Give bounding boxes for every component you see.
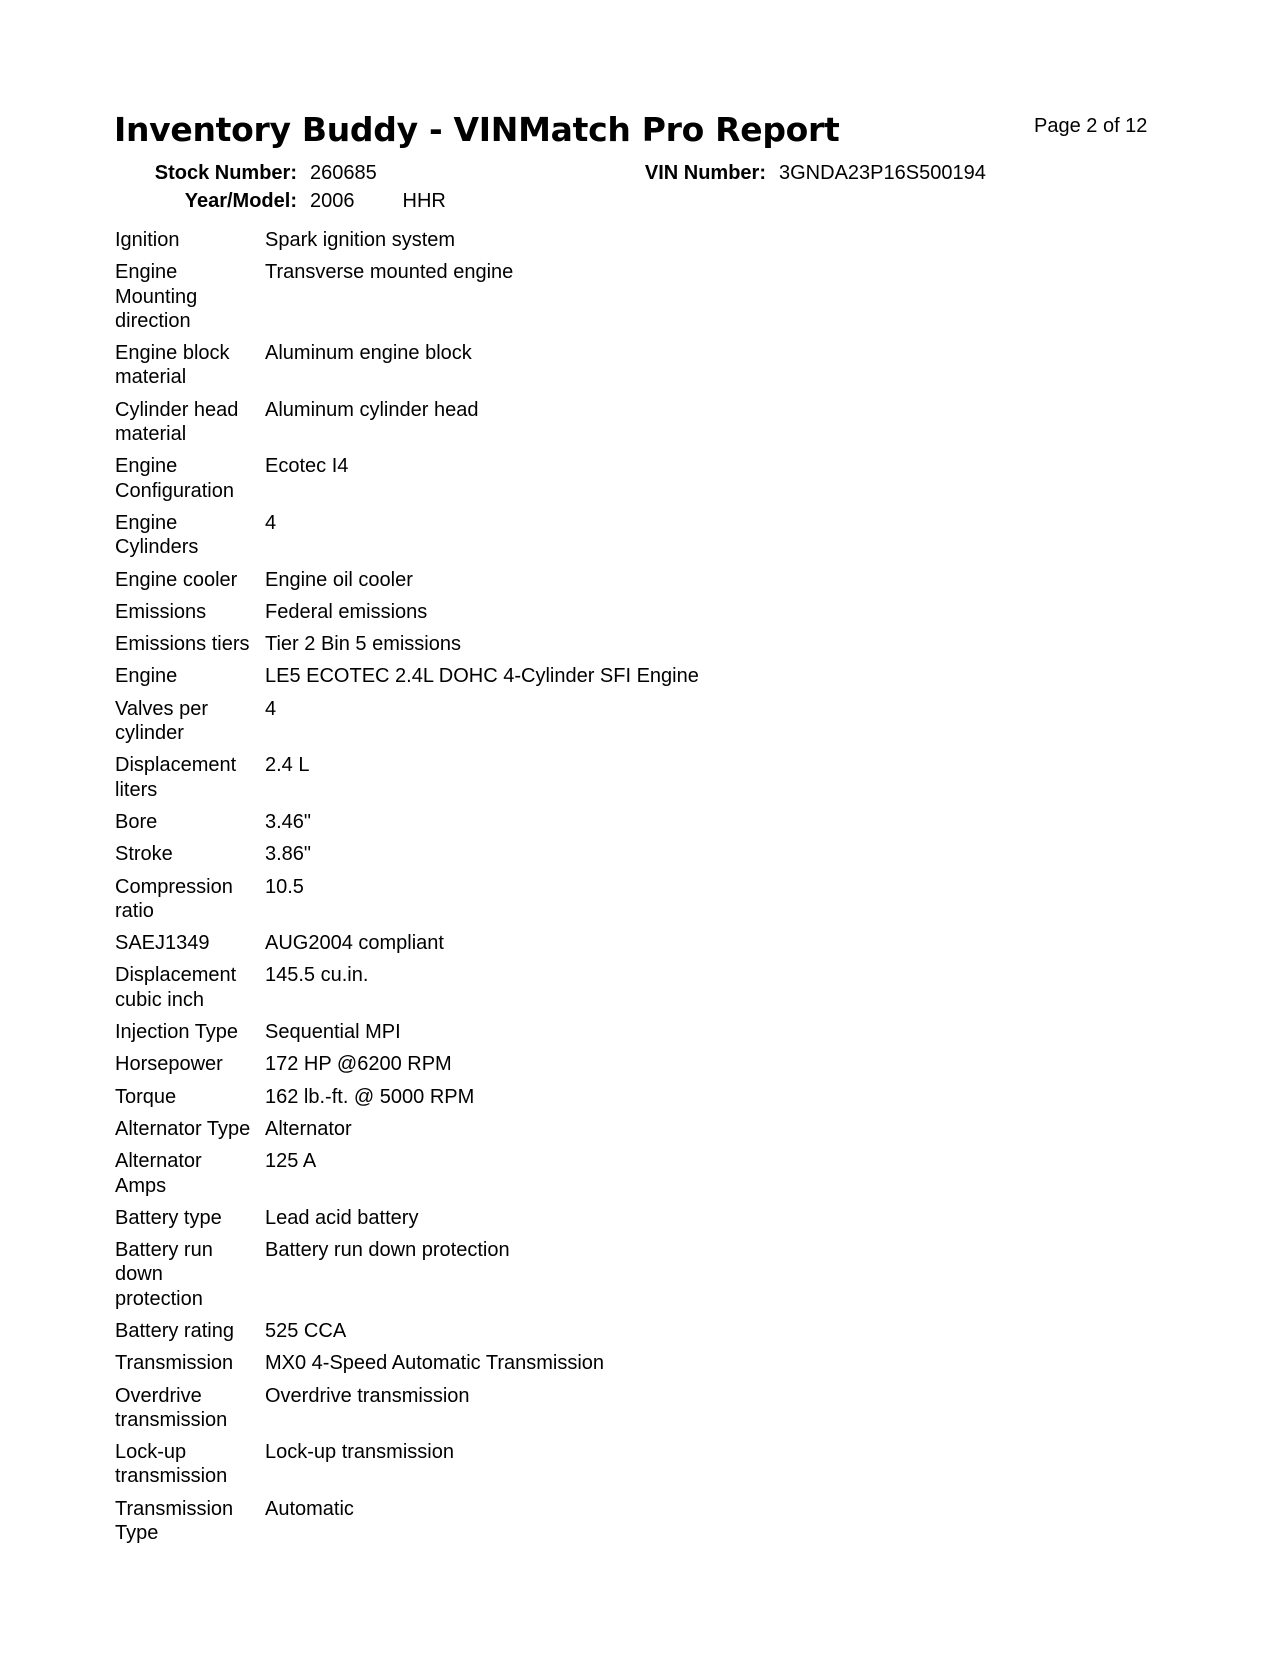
spec-row bbox=[115, 1238, 1015, 1311]
spec-value: Overdrive transmission bbox=[265, 1384, 470, 1407]
spec-label: Engine Configuration bbox=[115, 455, 234, 502]
spec-label: Cylinder head material bbox=[115, 398, 239, 446]
spec-row bbox=[115, 454, 1015, 503]
spec-value: Automatic bbox=[265, 1497, 354, 1520]
spec-row bbox=[115, 963, 1015, 1012]
spec-label: Battery type bbox=[115, 1206, 222, 1229]
spec-value: 4 bbox=[265, 697, 277, 720]
spec-row bbox=[115, 1020, 1015, 1044]
spec-label: Battery rating bbox=[115, 1319, 234, 1342]
spec-value: Aluminum cylinder head bbox=[265, 398, 479, 421]
model-value: HHR bbox=[402, 190, 446, 212]
spec-value: 3.46" bbox=[265, 810, 312, 833]
spec-value: 145.5 cu.in. bbox=[265, 964, 369, 987]
spec-row bbox=[115, 260, 1015, 333]
spec-row bbox=[115, 664, 1015, 688]
spec-label: Compression ratio bbox=[115, 875, 233, 922]
spec-row bbox=[115, 568, 1015, 592]
spec-label: Displacement liters bbox=[115, 754, 237, 801]
spec-row bbox=[115, 1206, 1015, 1230]
spec-list bbox=[115, 228, 1015, 1553]
vin-number-value: 3GNDA23P16S500194 bbox=[779, 162, 986, 184]
spec-label: Battery run down protection bbox=[115, 1239, 213, 1310]
spec-row bbox=[115, 398, 1015, 447]
spec-value: Aluminum engine block bbox=[265, 342, 472, 365]
spec-row bbox=[115, 753, 1015, 802]
spec-row bbox=[115, 931, 1015, 955]
spec-label: Valves per cylinder bbox=[115, 697, 209, 745]
spec-label: Torque bbox=[115, 1085, 177, 1108]
spec-row bbox=[115, 341, 1015, 390]
spec-value: Spark ignition system bbox=[265, 229, 456, 251]
spec-label: Transmission bbox=[115, 1352, 234, 1375]
spec-label: Displacement cubic inch bbox=[115, 964, 237, 1011]
spec-row bbox=[115, 697, 1015, 746]
spec-value: Ecotec I4 bbox=[265, 455, 349, 478]
spec-label: Ignition bbox=[115, 229, 180, 251]
spec-row bbox=[115, 511, 1015, 560]
spec-label: Emissions bbox=[115, 600, 207, 623]
spec-label: Engine block material bbox=[115, 342, 230, 389]
spec-row bbox=[115, 842, 1015, 866]
spec-label: Emissions tiers bbox=[115, 633, 250, 656]
spec-value: 162 lb.-ft. @ 5000 RPM bbox=[265, 1085, 475, 1108]
spec-value: Engine oil cooler bbox=[265, 568, 413, 591]
spec-value: LE5 ECOTEC 2.4L DOHC 4-Cylinder SFI Engine bbox=[265, 665, 699, 688]
spec-value: Transverse mounted engine bbox=[265, 261, 514, 284]
spec-row bbox=[115, 228, 1015, 252]
stock-number-row bbox=[100, 161, 377, 185]
spec-value: 10.5 bbox=[265, 875, 304, 898]
spec-row bbox=[115, 1117, 1015, 1141]
spec-value: Lead acid battery bbox=[265, 1206, 419, 1229]
vin-number-label: VIN Number: bbox=[644, 162, 766, 184]
spec-value: Federal emissions bbox=[265, 600, 428, 623]
spec-value: Tier 2 Bin 5 emissions bbox=[265, 633, 461, 656]
spec-label: Bore bbox=[115, 810, 158, 833]
report-title: Inventory Buddy - VINMatch Pro Report bbox=[114, 110, 840, 149]
spec-row bbox=[115, 875, 1015, 924]
year-model-row bbox=[100, 189, 446, 213]
spec-label: Injection Type bbox=[115, 1021, 239, 1044]
spec-value: MX0 4-Speed Automatic Transmission bbox=[265, 1352, 605, 1375]
spec-row bbox=[115, 600, 1015, 624]
spec-row bbox=[115, 632, 1015, 656]
spec-label: Horsepower bbox=[115, 1053, 223, 1076]
year-value: 2006 bbox=[310, 190, 355, 212]
spec-label: Stroke bbox=[115, 843, 173, 866]
spec-label: Overdrive transmission bbox=[115, 1384, 228, 1431]
spec-value: 3.86" bbox=[265, 843, 312, 866]
spec-value: Lock-up transmission bbox=[265, 1441, 454, 1464]
year-model-label: Year/Model: bbox=[184, 190, 297, 212]
spec-label: Alternator Type bbox=[115, 1117, 251, 1140]
spec-label: Engine Mounting direction bbox=[115, 261, 198, 332]
spec-value: 172 HP @6200 RPM bbox=[265, 1053, 452, 1076]
spec-value: AUG2004 compliant bbox=[265, 932, 444, 955]
spec-label: Alternator Amps bbox=[115, 1150, 202, 1197]
spec-row bbox=[115, 810, 1015, 834]
spec-value: 125 A bbox=[265, 1150, 317, 1173]
spec-row bbox=[115, 1497, 1015, 1546]
spec-value: 4 bbox=[265, 511, 277, 534]
spec-value: Battery run down protection bbox=[265, 1239, 510, 1262]
spec-row bbox=[115, 1052, 1015, 1076]
spec-row bbox=[115, 1384, 1015, 1433]
spec-label: Engine bbox=[115, 665, 178, 688]
spec-value: Sequential MPI bbox=[265, 1021, 401, 1044]
spec-row bbox=[115, 1351, 1015, 1375]
spec-label: Transmission Type bbox=[115, 1497, 234, 1545]
spec-label: Engine cooler bbox=[115, 568, 238, 591]
spec-label: Lock-up transmission bbox=[115, 1441, 228, 1488]
spec-value: 2.4 L bbox=[265, 754, 310, 777]
spec-label: Engine Cylinders bbox=[115, 511, 199, 559]
spec-row bbox=[115, 1440, 1015, 1489]
vin-number-row bbox=[600, 161, 986, 185]
spec-label: SAEJ1349 bbox=[115, 932, 210, 955]
stock-number-label: Stock Number: bbox=[154, 162, 297, 184]
spec-value: 525 CCA bbox=[265, 1319, 347, 1342]
spec-value: Alternator bbox=[265, 1117, 352, 1140]
spec-row bbox=[115, 1319, 1015, 1343]
spec-row bbox=[115, 1085, 1015, 1109]
spec-row bbox=[115, 1149, 1015, 1198]
page-indicator: Page 2 of 12 bbox=[1034, 115, 1148, 137]
stock-number-value: 260685 bbox=[310, 162, 377, 184]
